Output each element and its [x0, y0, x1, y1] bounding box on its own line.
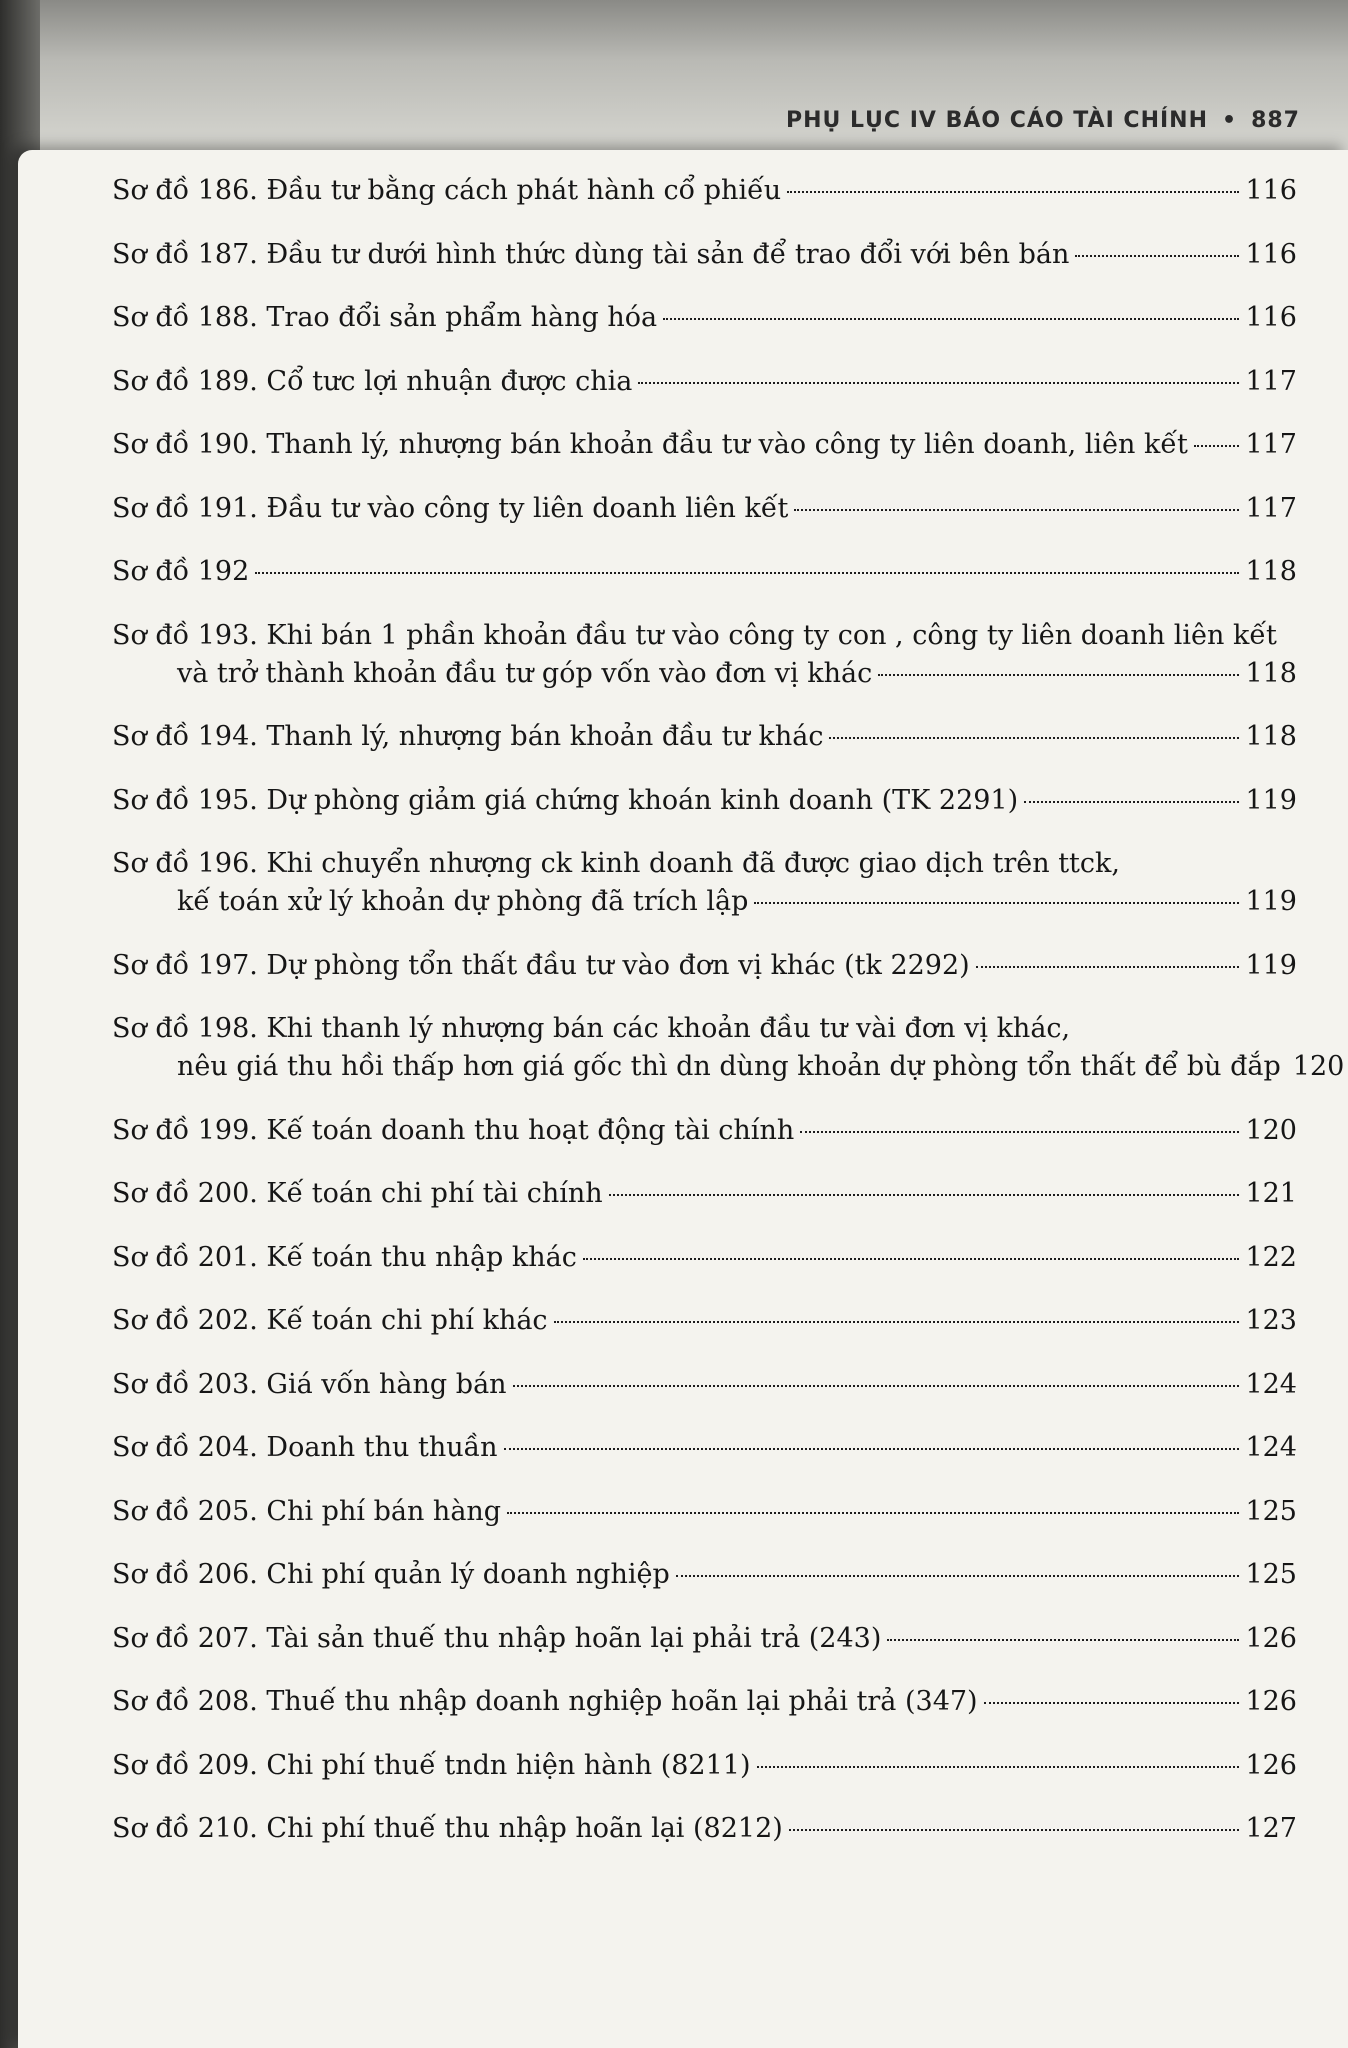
toc-entry-page-number: 120: [1292, 1051, 1345, 1082]
toc-entry-page-number: 119: [1245, 886, 1297, 917]
toc-entry-page-number: 125: [1245, 1559, 1297, 1590]
toc-entry-continuation-line: [112, 1048, 1345, 1086]
toc-entry-page-number: 116: [1245, 238, 1297, 270]
dot-leader: [583, 1258, 1240, 1260]
toc-entry-page-number: 124: [1245, 1432, 1297, 1463]
background-shadow-top: [0, 0, 1348, 170]
toc-entry-line: [112, 363, 1297, 401]
toc-entry: [112, 1556, 1297, 1594]
toc-entry-title: và trở thành khoản đầu tư góp vốn vào đơn vị khác: [177, 657, 873, 689]
toc-entry-continuation-line: [112, 883, 1297, 921]
toc-entry-title: Sơ đồ 198. Khi thanh lý nhượng bán các khoản đầu tư vài đơn vị khác,: [112, 1013, 1071, 1044]
toc-entry: [112, 1010, 1345, 1086]
toc-entry: [112, 1302, 1297, 1340]
toc-entry: [112, 1239, 1297, 1277]
toc-entry-page-number: 125: [1245, 1495, 1297, 1527]
toc-entry-page-number: 119: [1245, 949, 1297, 981]
header-title: PHỤ LỤC IV BÁO CÁO TÀI CHÍNH: [785, 107, 1208, 133]
dot-leader: [663, 318, 1239, 320]
toc-entry: [112, 236, 1297, 274]
toc-entry-title: Sơ đồ 192: [112, 556, 250, 587]
toc-entry-line: [112, 236, 1297, 274]
dot-leader: [794, 509, 1239, 511]
toc-entry-page-number: 118: [1245, 721, 1297, 752]
toc-entry-title: Sơ đồ 206. Chi phí quản lý doanh nghiệp: [112, 1559, 670, 1590]
toc-entry-title: Sơ đồ 191. Đầu tư vào công ty liên doanh liên kết: [112, 492, 789, 524]
toc-entry-title: Sơ đồ 195. Dự phòng giảm giá chứng khoán kinh doanh (TK 2291): [112, 784, 1019, 816]
toc-entry-title: Sơ đồ 200. Kế toán chi phí tài chính: [112, 1178, 603, 1209]
toc-entry-page-number: 121: [1245, 1178, 1297, 1209]
toc-entry-title: nêu giá thu hồi thấp hơn giá gốc thì dn dùng khoản dự phòng tổn thất để bù đắp: [177, 1051, 1281, 1082]
toc-entry: [112, 299, 1297, 337]
toc-entry-page-number: 117: [1245, 492, 1297, 524]
toc-entry-page-number: 118: [1245, 556, 1297, 587]
toc-entry-line: [112, 1010, 1297, 1048]
toc-entry-title: Sơ đồ 194. Thanh lý, nhượng bán khoản đầu tư khác: [112, 721, 824, 752]
toc-entry-line: [112, 299, 1297, 337]
toc-entry-page-number: 120: [1245, 1114, 1297, 1146]
toc-entry-page-number: 123: [1245, 1305, 1297, 1336]
toc-entry-continuation-line: [112, 655, 1297, 693]
toc-entry: [112, 1493, 1297, 1531]
dot-leader: [878, 674, 1239, 676]
toc-entry-line: [112, 1747, 1297, 1785]
toc-entry-page-number: 119: [1245, 784, 1297, 816]
dot-leader: [789, 1829, 1240, 1831]
toc-entry-page-number: 126: [1245, 1686, 1297, 1717]
dot-leader: [1075, 255, 1239, 257]
dot-leader: [1024, 801, 1239, 803]
toc-entry-title: Sơ đồ 197. Dự phòng tổn thất đầu tư vào đơn vị khác (tk 2292): [112, 949, 970, 981]
dot-leader: [984, 1702, 1240, 1704]
toc-entry-title: Sơ đồ 202. Kế toán chi phí khác: [112, 1305, 548, 1336]
toc-entry-line: [112, 845, 1297, 883]
toc-entry-line: [112, 1302, 1297, 1340]
toc-entry: [112, 718, 1297, 756]
dot-leader: [754, 902, 1239, 904]
toc-entry-page-number: 117: [1245, 429, 1297, 460]
dot-leader: [887, 1639, 1239, 1641]
running-header: [786, 100, 1300, 140]
table-of-contents: [112, 172, 1345, 1874]
toc-entry-line: [112, 426, 1297, 464]
toc-entry: [112, 426, 1297, 464]
toc-entry-line: [112, 490, 1297, 528]
toc-entry-title: Sơ đồ 190. Thanh lý, nhượng bán khoản đầu tư vào công ty liên doanh, liên kết: [112, 429, 1188, 460]
toc-entry: [112, 363, 1297, 401]
header-page-number: 887: [1251, 107, 1300, 133]
toc-entry: [112, 845, 1297, 921]
toc-entry-line: [112, 1175, 1297, 1213]
toc-entry-page-number: 126: [1245, 1622, 1297, 1654]
toc-entry-page-number: 118: [1245, 657, 1297, 689]
toc-entry-line: [112, 718, 1297, 756]
toc-entry-line: [112, 1429, 1297, 1467]
toc-entry-line: [112, 553, 1297, 591]
toc-entry-line: [112, 782, 1297, 820]
toc-entry-title: Sơ đồ 196. Khi chuyển nhượng ck kinh doanh đã được giao dịch trên ttck,: [112, 848, 1120, 879]
toc-entry-line: [112, 1366, 1297, 1404]
toc-entry-line: [112, 947, 1297, 985]
toc-entry: [112, 1429, 1297, 1467]
dot-leader: [507, 1512, 1239, 1514]
toc-entry: [112, 947, 1297, 985]
dot-leader: [787, 191, 1239, 193]
dot-leader: [638, 382, 1239, 384]
toc-entry-line: [112, 1493, 1297, 1531]
toc-entry-page-number: 116: [1245, 302, 1297, 333]
toc-entry: [112, 1810, 1297, 1848]
toc-entry-line: [112, 1810, 1297, 1848]
toc-entry: [112, 553, 1297, 591]
toc-entry: [112, 1747, 1297, 1785]
toc-entry: [112, 490, 1297, 528]
toc-entry-page-number: 126: [1245, 1749, 1297, 1781]
toc-entry-line: [112, 172, 1297, 210]
toc-entry-title: Sơ đồ 189. Cổ tưc lợi nhuận được chia: [112, 365, 633, 397]
toc-entry-title: Sơ đồ 207. Tài sản thuế thu nhập hoãn lại phải trả (243): [112, 1622, 882, 1654]
toc-entry-title: Sơ đồ 199. Kế toán doanh thu hoạt động tài chính: [112, 1114, 795, 1146]
toc-entry-title: Sơ đồ 203. Giá vốn hàng bán: [112, 1368, 507, 1400]
dot-leader: [829, 737, 1239, 739]
toc-entry-title: Sơ đồ 208. Thuế thu nhập doanh nghiệp hoãn lại phải trả (347): [112, 1686, 978, 1717]
toc-entry-title: Sơ đồ 204. Doanh thu thuần: [112, 1432, 498, 1463]
toc-entry-page-number: 116: [1245, 175, 1297, 206]
dot-leader: [513, 1385, 1240, 1387]
toc-entry: [112, 1112, 1297, 1150]
toc-entry-title: Sơ đồ 209. Chi phí thuế tndn hiện hành (8211): [112, 1749, 751, 1781]
toc-entry-title: Sơ đồ 188. Trao đổi sản phẩm hàng hóa: [112, 302, 658, 333]
dot-leader: [976, 966, 1240, 968]
dot-leader: [504, 1448, 1240, 1450]
dot-leader: [554, 1321, 1240, 1323]
dot-leader: [609, 1194, 1240, 1196]
toc-entry: [112, 172, 1297, 210]
toc-entry-title: Sơ đồ 210. Chi phí thuế thu nhập hoãn lại (8212): [112, 1813, 783, 1844]
toc-entry: [112, 782, 1297, 820]
dot-leader: [1194, 445, 1240, 447]
toc-entry: [112, 1175, 1297, 1213]
toc-entry-line: [112, 1556, 1297, 1594]
toc-entry-page-number: 117: [1245, 365, 1297, 397]
toc-entry-title: Sơ đồ 187. Đầu tư dưới hình thức dùng tài sản để trao đổi với bên bán: [112, 238, 1070, 270]
toc-entry-title: Sơ đồ 193. Khi bán 1 phần khoản đầu tư vào công ty con , công ty liên doanh liên kết: [112, 619, 1277, 651]
toc-entry-title: Sơ đồ 186. Đầu tư bằng cách phát hành cổ phiếu: [112, 175, 782, 206]
toc-entry-page-number: 127: [1245, 1813, 1297, 1844]
toc-entry-title: Sơ đồ 205. Chi phí bán hàng: [112, 1495, 502, 1527]
toc-entry-line: [112, 617, 1297, 655]
dot-leader: [676, 1575, 1240, 1577]
toc-entry-line: [112, 1683, 1297, 1721]
toc-entry: [112, 1366, 1297, 1404]
toc-entry: [112, 617, 1297, 693]
toc-entry-page-number: 122: [1245, 1241, 1297, 1273]
toc-entry: [112, 1683, 1297, 1721]
toc-entry-line: [112, 1239, 1297, 1277]
header-separator: •: [1222, 107, 1238, 133]
toc-entry-title: Sơ đồ 201. Kế toán thu nhập khác: [112, 1241, 577, 1273]
toc-entry-title: kế toán xử lý khoản dự phòng đã trích lập: [177, 886, 749, 917]
dot-leader: [757, 1766, 1240, 1768]
toc-entry: [112, 1620, 1297, 1658]
toc-entry-page-number: 124: [1245, 1368, 1297, 1400]
toc-entry-line: [112, 1620, 1297, 1658]
toc-entry-line: [112, 1112, 1297, 1150]
dot-leader: [800, 1131, 1239, 1133]
dot-leader: [255, 572, 1239, 574]
